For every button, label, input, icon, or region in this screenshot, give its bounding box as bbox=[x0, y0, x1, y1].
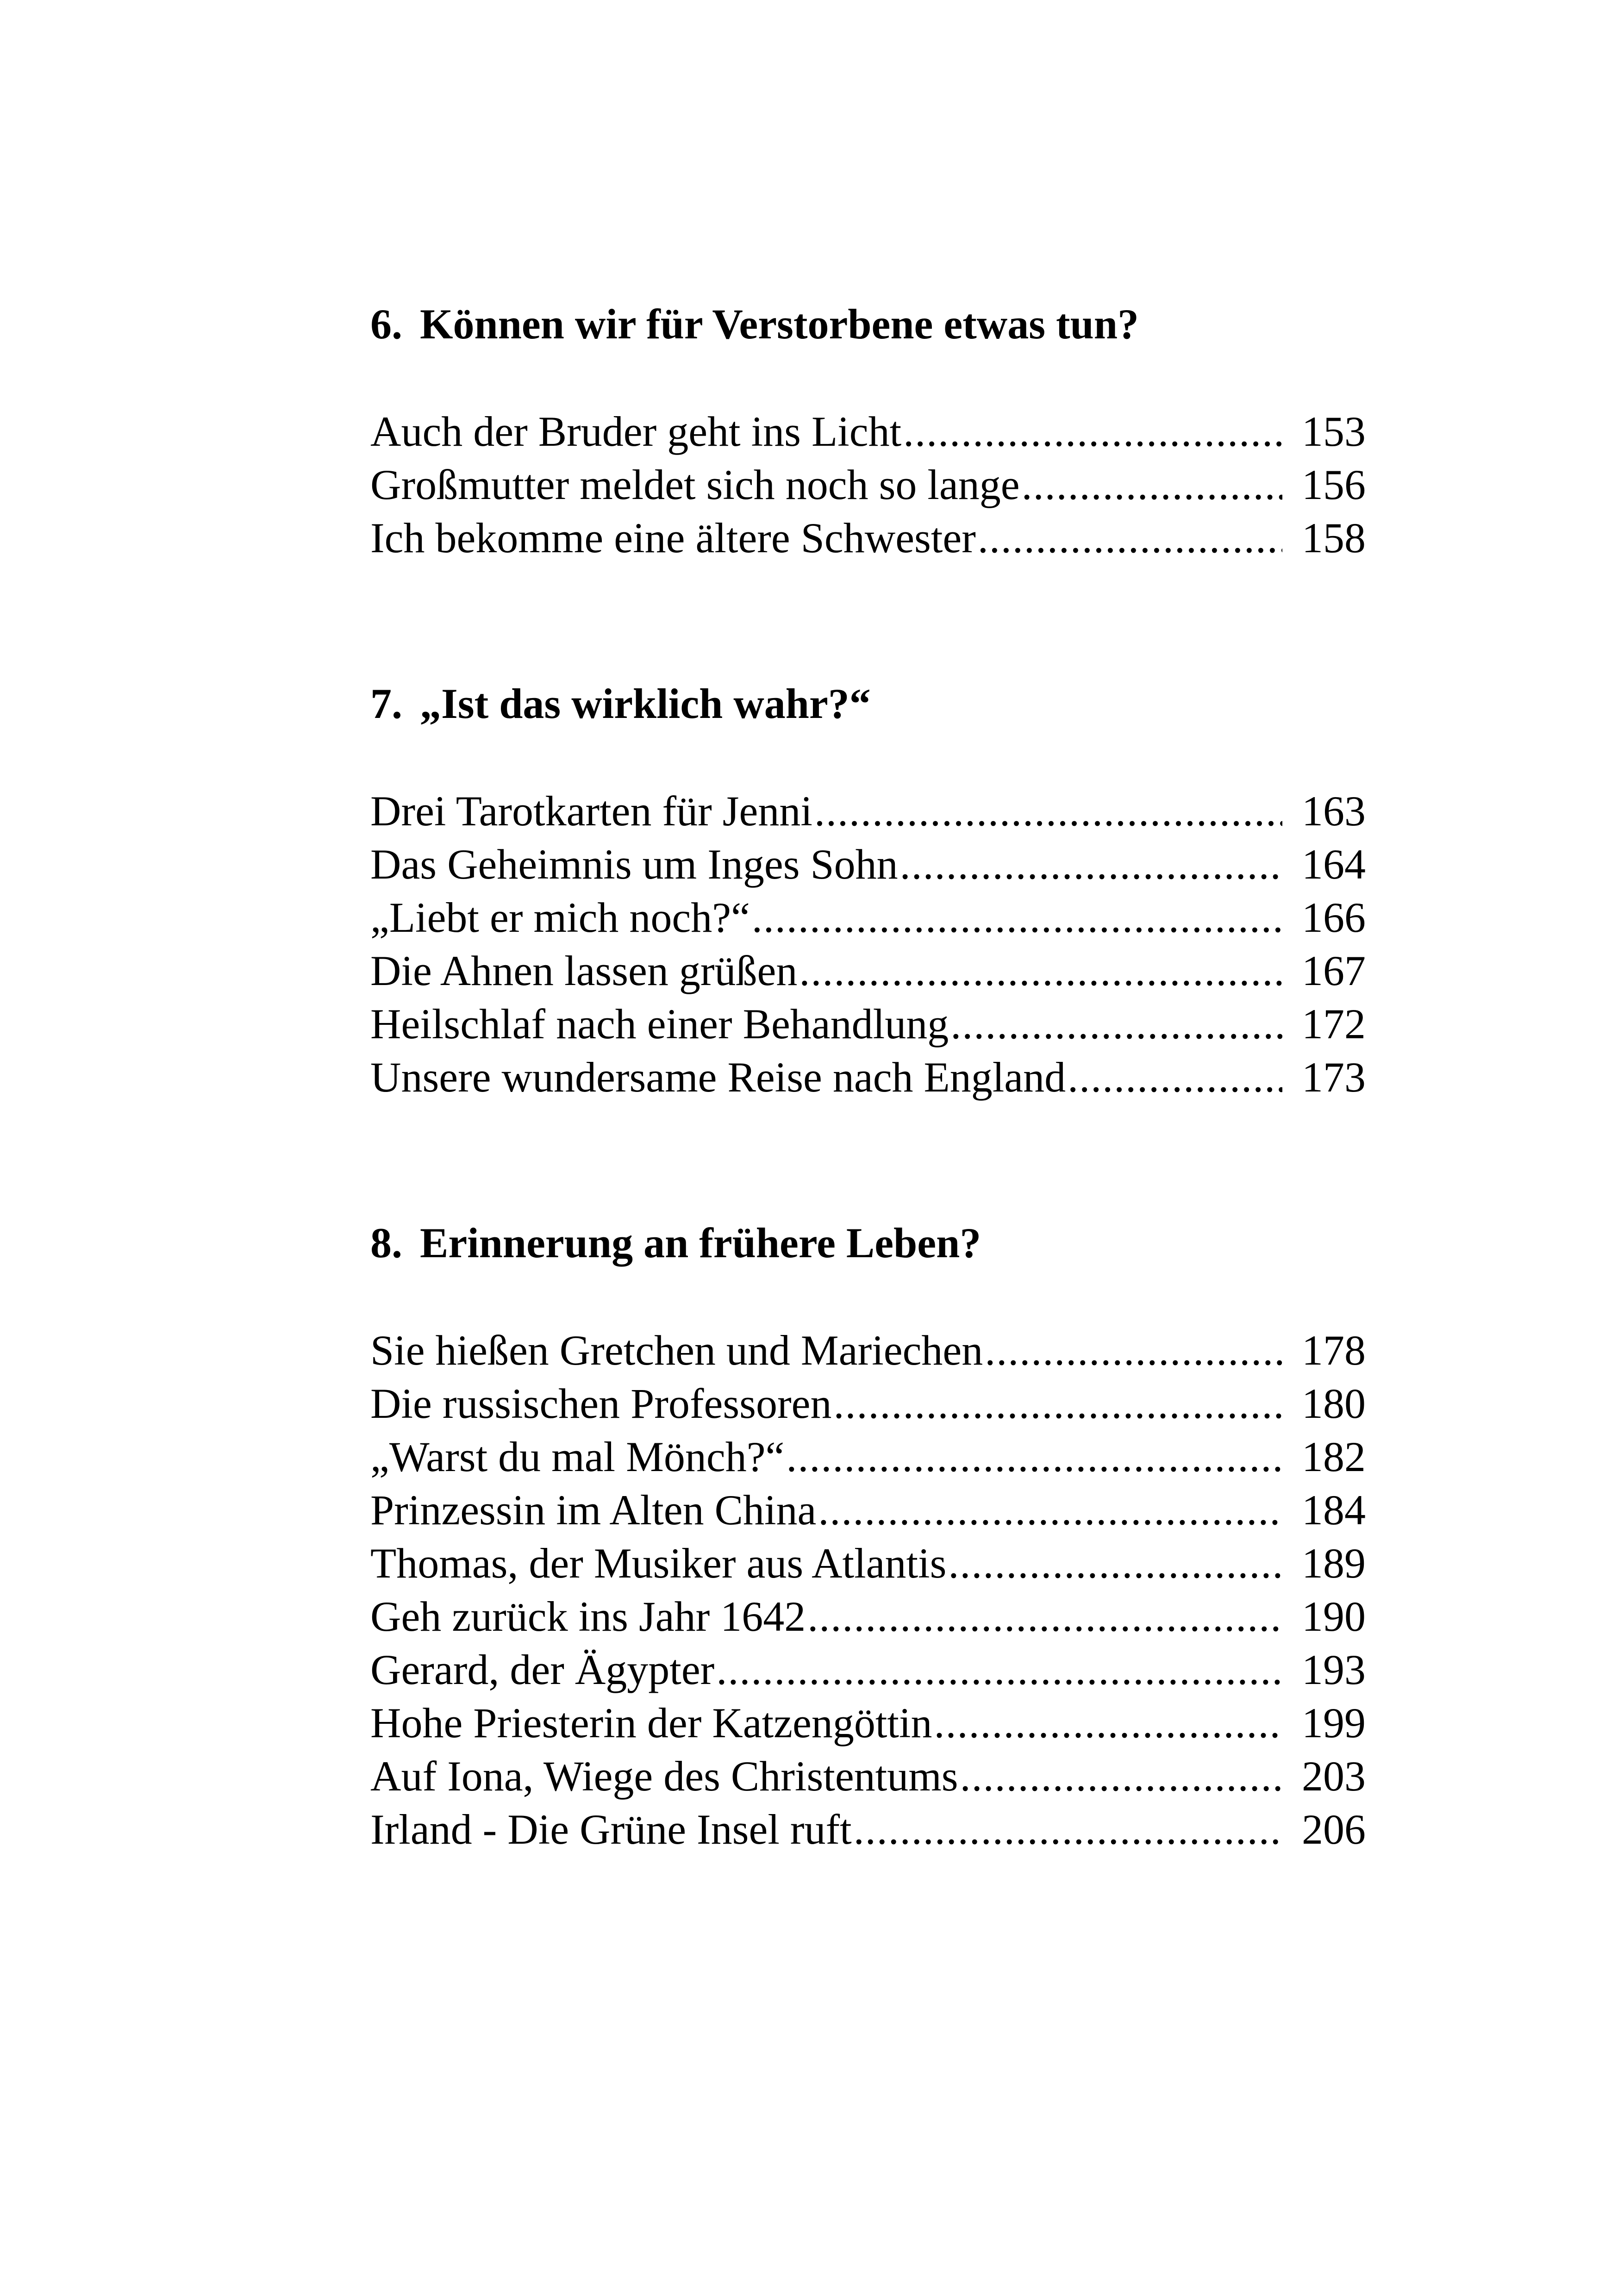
entry-page-number: 156 bbox=[1302, 461, 1366, 508]
chapter-title: Können wir für Verstorbene etwas tun? bbox=[420, 300, 1139, 348]
dot-leader bbox=[934, 1696, 1282, 1750]
dot-leader bbox=[948, 1537, 1282, 1590]
chapter-number: 6. bbox=[370, 300, 402, 348]
dot-leader bbox=[985, 1324, 1282, 1377]
toc-entry[interactable] bbox=[370, 838, 1366, 891]
entry-page-number: 178 bbox=[1302, 1327, 1366, 1374]
entry-title: Ich bekomme eine ältere Schwester bbox=[370, 514, 976, 561]
dot-leader bbox=[799, 944, 1282, 998]
entry-page-number: 189 bbox=[1302, 1540, 1366, 1587]
entry-title: Auch der Bruder geht ins Licht bbox=[370, 408, 902, 455]
toc-entry[interactable] bbox=[370, 1590, 1366, 1643]
chapter-7 bbox=[370, 676, 1366, 1104]
toc-entry[interactable] bbox=[370, 1484, 1366, 1537]
entry-page-number: 158 bbox=[1302, 514, 1366, 561]
dot-leader bbox=[1068, 1051, 1282, 1104]
toc-entry[interactable] bbox=[370, 511, 1366, 565]
entry-list bbox=[370, 785, 1366, 1104]
chapter-number: 8. bbox=[370, 1219, 402, 1266]
entry-page-number: 153 bbox=[1302, 408, 1366, 455]
entry-title: Unsere wundersame Reise nach England bbox=[370, 1054, 1066, 1101]
dot-leader bbox=[978, 511, 1282, 565]
entry-title: Die russischen Professoren bbox=[370, 1380, 832, 1427]
dot-leader bbox=[900, 838, 1282, 891]
toc-entry[interactable] bbox=[370, 405, 1366, 458]
dot-leader bbox=[960, 1750, 1282, 1803]
dot-leader bbox=[854, 1803, 1282, 1856]
toc-entry[interactable] bbox=[370, 1324, 1366, 1377]
dot-leader bbox=[818, 1484, 1282, 1537]
entry-title: „Liebt er mich noch?“ bbox=[370, 894, 750, 941]
dot-leader bbox=[786, 1430, 1282, 1484]
dot-leader bbox=[807, 1590, 1282, 1643]
entry-page-number: 199 bbox=[1302, 1699, 1366, 1746]
entry-list bbox=[370, 1324, 1366, 1856]
entry-page-number: 180 bbox=[1302, 1380, 1366, 1427]
entry-page-number: 163 bbox=[1302, 787, 1366, 835]
entry-page-number: 203 bbox=[1302, 1752, 1366, 1800]
toc-entry[interactable] bbox=[370, 1430, 1366, 1484]
toc-entry[interactable] bbox=[370, 944, 1366, 998]
entry-title: Heilschlaf nach einer Behandlung bbox=[370, 1000, 949, 1048]
chapter-6 bbox=[370, 296, 1366, 565]
entry-title: Gerard, der Ägypter bbox=[370, 1646, 715, 1693]
entry-title: Drei Tarotkarten für Jenni bbox=[370, 787, 812, 835]
entry-title: Hohe Priesterin der Katzengöttin bbox=[370, 1699, 932, 1746]
toc-entry[interactable] bbox=[370, 998, 1366, 1051]
toc-entry[interactable] bbox=[370, 1537, 1366, 1590]
entry-title: Auf Iona, Wiege des Christentums bbox=[370, 1752, 958, 1800]
entry-title: Großmutter meldet sich noch so lange bbox=[370, 461, 1020, 508]
dot-leader bbox=[716, 1643, 1282, 1696]
chapter-heading bbox=[370, 296, 1366, 352]
entry-title: Geh zurück ins Jahr 1642 bbox=[370, 1593, 806, 1640]
entry-page-number: 173 bbox=[1302, 1054, 1366, 1101]
dot-leader bbox=[950, 998, 1282, 1051]
entry-title: Das Geheimnis um Inges Sohn bbox=[370, 841, 898, 888]
toc-entry[interactable] bbox=[370, 1643, 1366, 1696]
entry-title: Thomas, der Musiker aus Atlantis bbox=[370, 1540, 947, 1587]
toc-entry[interactable] bbox=[370, 785, 1366, 838]
entry-page-number: 167 bbox=[1302, 947, 1366, 994]
dot-leader bbox=[1022, 458, 1282, 511]
toc-entry[interactable] bbox=[370, 1051, 1366, 1104]
chapter-title: „Ist das wirklich wahr?“ bbox=[420, 680, 871, 727]
entry-list bbox=[370, 405, 1366, 565]
dot-leader bbox=[752, 891, 1282, 944]
toc-entry[interactable] bbox=[370, 891, 1366, 944]
toc-entry[interactable] bbox=[370, 458, 1366, 511]
dot-leader bbox=[833, 1377, 1282, 1430]
chapter-heading bbox=[370, 676, 1366, 731]
chapter-number: 7. bbox=[370, 680, 402, 727]
table-of-contents bbox=[370, 296, 1366, 1856]
entry-page-number: 184 bbox=[1302, 1486, 1366, 1534]
toc-entry[interactable] bbox=[370, 1750, 1366, 1803]
chapter-title: Erinnerung an frühere Leben? bbox=[420, 1219, 981, 1266]
entry-title: Irland - Die Grüne Insel ruft bbox=[370, 1806, 852, 1853]
dot-leader bbox=[814, 785, 1282, 838]
toc-entry[interactable] bbox=[370, 1377, 1366, 1430]
chapter-heading bbox=[370, 1215, 1366, 1271]
entry-page-number: 206 bbox=[1302, 1806, 1366, 1853]
entry-title: Sie hießen Gretchen und Mariechen bbox=[370, 1327, 983, 1374]
entry-title: Prinzessin im Alten China bbox=[370, 1486, 817, 1534]
entry-page-number: 172 bbox=[1302, 1000, 1366, 1048]
entry-title: Die Ahnen lassen grüßen bbox=[370, 947, 798, 994]
entry-page-number: 190 bbox=[1302, 1593, 1366, 1640]
entry-title: „Warst du mal Mönch?“ bbox=[370, 1433, 785, 1480]
chapter-8 bbox=[370, 1215, 1366, 1856]
toc-entry[interactable] bbox=[370, 1803, 1366, 1856]
entry-page-number: 193 bbox=[1302, 1646, 1366, 1693]
entry-page-number: 164 bbox=[1302, 841, 1366, 888]
entry-page-number: 182 bbox=[1302, 1433, 1366, 1480]
toc-entry[interactable] bbox=[370, 1696, 1366, 1750]
dot-leader bbox=[903, 405, 1282, 458]
entry-page-number: 166 bbox=[1302, 894, 1366, 941]
